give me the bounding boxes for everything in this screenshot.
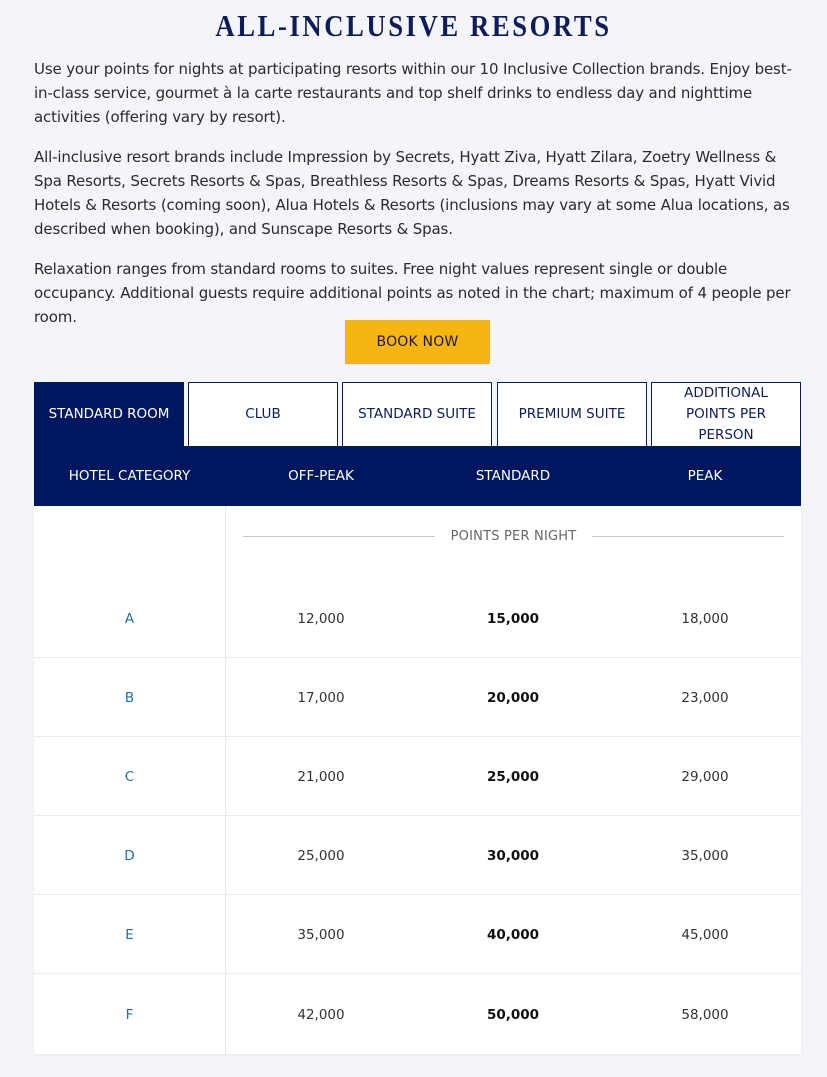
tab-club[interactable]: CLUB [188, 382, 338, 446]
peak-value: 18,000 [681, 610, 729, 627]
tab-additional-points-per-person[interactable]: ADDITIONAL POINTS PER PERSON [651, 382, 801, 446]
category-d[interactable]: D [124, 847, 135, 864]
peak-value: 35,000 [681, 847, 729, 864]
category-b[interactable]: B [124, 689, 135, 706]
standard-value: 25,000 [486, 768, 540, 785]
standard-value: 30,000 [486, 847, 540, 864]
table-row [34, 737, 801, 816]
peak-value: 58,000 [681, 1006, 729, 1023]
off-peak-value: 35,000 [297, 926, 345, 943]
header-off-peak: OFF-PEAK [288, 468, 354, 484]
standard-value: 20,000 [486, 689, 540, 706]
category-f[interactable]: F [125, 1006, 134, 1023]
points-table [34, 506, 801, 1054]
table-row [34, 658, 801, 737]
tab-standard-room[interactable]: STANDARD ROOM [34, 382, 184, 446]
off-peak-value: 21,000 [297, 768, 345, 785]
table-row [34, 895, 801, 974]
page-title: ALL-INCLUSIVE RESORTS [215, 8, 612, 43]
intro-paragraph-1: Use your points for nights at participating resorts within our 10 Inclusive Collection brands. Enjoy best-in-class service, gourmet à la carte restaurants and top shelf drinks to endless day and nighttime activities (offering vary by resort). [34, 60, 792, 126]
table-row [34, 579, 801, 658]
table-row [34, 816, 801, 895]
category-c[interactable]: C [124, 768, 135, 785]
peak-value: 23,000 [681, 689, 729, 706]
table-header [34, 446, 801, 506]
off-peak-value: 12,000 [297, 610, 345, 627]
standard-value: 40,000 [486, 926, 540, 943]
divider-line-right [592, 536, 784, 537]
category-e[interactable]: E [125, 926, 134, 943]
points-per-night-label: POINTS PER NIGHT [450, 528, 577, 544]
intro-paragraph-2: All-inclusive resort brands include Impression by Secrets, Hyatt Ziva, Hyatt Zilara, Zoetry Wellness & Spa Resorts, Secrets Resorts & Spas, Breathless Resorts & Spas, Dreams Resorts & Spas, Hyatt Vivid Hotels & Resorts (coming soon), Alua Hotels & Resorts (inclusions may vary at some Alua locations, as described when booking), and Sunscape Resorts & Spas. [34, 148, 790, 238]
off-peak-value: 42,000 [297, 1006, 345, 1023]
header-standard: STANDARD [475, 468, 551, 484]
room-type-tabs [34, 382, 801, 446]
standard-value: 50,000 [486, 1006, 540, 1023]
divider-line-left [243, 536, 435, 537]
peak-value: 29,000 [681, 768, 729, 785]
off-peak-value: 25,000 [297, 847, 345, 864]
intro-paragraph-3: Relaxation ranges from standard rooms to suites. Free night values represent single or double occupancy. Additional guests require additional points as noted in the chart; maximum of 4 people per room. [34, 260, 791, 326]
peak-value: 45,000 [681, 926, 729, 943]
points-per-night-subheader [243, 526, 784, 546]
standard-value: 15,000 [486, 610, 540, 627]
category-a[interactable]: A [124, 610, 135, 627]
tab-standard-suite[interactable]: STANDARD SUITE [342, 382, 492, 446]
table-row [34, 975, 801, 1054]
book-now-button[interactable]: BOOK NOW [345, 320, 490, 364]
tab-premium-suite[interactable]: PREMIUM SUITE [497, 382, 647, 446]
header-peak: PEAK [687, 468, 723, 484]
off-peak-value: 17,000 [297, 689, 345, 706]
header-hotel-category: HOTEL CATEGORY [68, 468, 191, 484]
